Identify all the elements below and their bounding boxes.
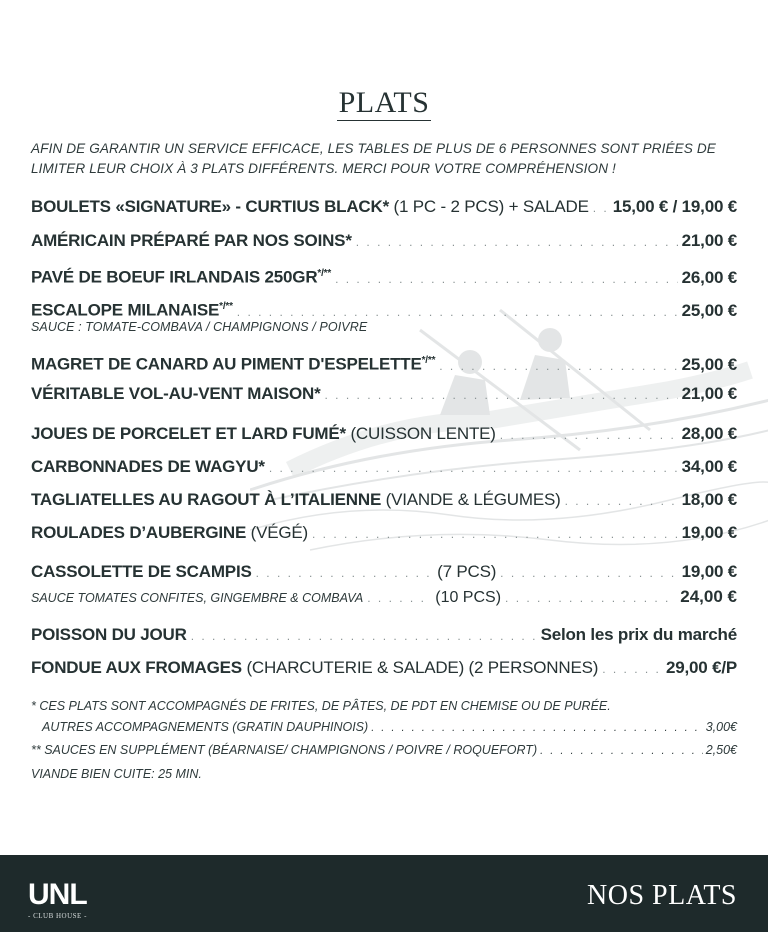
- item-name: TAGLIATELLES AU RAGOUT À L’ITALIENNE: [31, 490, 382, 509]
- item-price: Selon les prix du marché: [540, 625, 737, 644]
- item-qty: (7 PCS): [437, 562, 497, 581]
- item-sup: */**: [317, 268, 332, 279]
- item-extra: (VÉGÉ): [246, 523, 309, 542]
- item-qty: (10 PCS): [435, 589, 502, 606]
- item-name: FONDUE AUX FROMAGES: [31, 658, 242, 677]
- menu-item: [31, 523, 737, 544]
- item-extra: (CHARCUTERIE & SALADE) (2 PERSONNES): [241, 658, 599, 677]
- item-name: BOULETS «SIGNATURE» - CURTIUS BLACK*: [31, 197, 390, 216]
- item-price: 21,00 €: [681, 384, 737, 403]
- item-price: 18,00 €: [681, 490, 737, 509]
- menu-item: [31, 490, 737, 511]
- item-name: AMÉRICAIN PRÉPARÉ PAR NOS SOINS*: [31, 231, 352, 250]
- page-title: PLATS: [338, 86, 430, 119]
- item-price: 21,00 €: [681, 231, 737, 250]
- notice-line-1: AFIN DE GARANTIR UN SERVICE EFFICACE, LES TABLES DE PLUS DE 6 PERSONNES SONT PRIÉES DE: [31, 141, 716, 156]
- item-price: 25,00 €: [681, 300, 737, 320]
- item-name: PAVÉ DE BOEUF IRLANDAIS 250GR: [31, 267, 318, 287]
- item-extra: (VIANDE & LÉGUMES): [381, 490, 561, 509]
- menu-item: [31, 297, 737, 322]
- section-label: NOS PLATS: [587, 880, 737, 911]
- item-subtitle: SAUCE TOMATES CONFITES, GINGEMBRE & COMBAVA: [31, 591, 364, 605]
- menu-item: [31, 562, 737, 583]
- menu-item: [31, 264, 737, 289]
- item-name: VÉRITABLE VOL-AU-VENT MAISON*: [31, 384, 321, 403]
- brand-logo: UNL: [28, 878, 87, 911]
- menu-item-variant: [31, 587, 737, 607]
- item-price: 25,00 €: [681, 354, 737, 374]
- brand-logo-subtitle: - CLUB HOUSE -: [28, 912, 87, 920]
- footnote-1: * CES PLATS SONT ACCOMPAGNÉS DE FRITES, DE PÂTES, DE PDT EN CHEMISE OU DE PURÉE.: [31, 699, 611, 713]
- notice-line-2: LIMITER LEUR CHOIX À 3 PLATS DIFFÉRENTS. MERCI POUR VOTRE COMPRÉHENSION !: [31, 161, 616, 176]
- item-price: 24,00 €: [680, 587, 737, 606]
- item-name: ROULADES D’AUBERGINE: [31, 523, 247, 542]
- item-name: POISSON DU JOUR: [31, 625, 187, 644]
- footnote-2: AUTRES ACCOMPAGNEMENTS (GRATIN DAUPHINOIS) . . . 3,00€: [42, 720, 737, 734]
- item-price: 28,00 €: [681, 424, 737, 443]
- item-price: 19,00 €: [681, 523, 737, 542]
- item-sup: */**: [219, 301, 233, 312]
- menu-item: [31, 231, 737, 252]
- item-price: 34,00 €: [681, 457, 737, 476]
- menu-item: [31, 424, 737, 445]
- item-extra: (CUISSON LENTE): [345, 424, 496, 443]
- notice: [31, 139, 731, 179]
- footnote-4: VIANDE BIEN CUITE: 25 MIN.: [31, 767, 202, 781]
- menu-item: [31, 625, 737, 646]
- item-sup: */**: [421, 355, 436, 366]
- item-price: 19,00 €: [681, 562, 737, 581]
- item-name: CASSOLETTE DE SCAMPIS: [31, 562, 252, 581]
- item-subtitle: SAUCE : TOMATE-COMBAVA / CHAMPIGNONS / POIVRE: [31, 320, 368, 334]
- menu-item: [31, 457, 737, 478]
- item-extra: (1 PC - 2 PCS) + SALADE: [389, 197, 589, 216]
- item-name: MAGRET DE CANARD AU PIMENT D'ESPELETTE: [31, 354, 422, 374]
- item-price: 29,00 €/P: [666, 658, 737, 677]
- menu-item: [31, 384, 737, 405]
- item-price: 26,00 €: [681, 267, 737, 287]
- menu-item: [31, 351, 737, 376]
- menu-item: [31, 197, 737, 218]
- item-name: ESCALOPE MILANAISE: [31, 300, 220, 320]
- item-name: CARBONNADES DE WAGYU*: [31, 457, 265, 476]
- item-name: JOUES DE PORCELET ET LARD FUMÉ*: [31, 424, 346, 443]
- menu-item: [31, 658, 737, 679]
- footnote-3: ** SAUCES EN SUPPLÉMENT (BÉARNAISE/ CHAMPIGNONS / POIVRE / ROQUEFORT) . . . 2,50€: [31, 743, 737, 757]
- item-price: 15,00 € / 19,00 €: [612, 197, 737, 216]
